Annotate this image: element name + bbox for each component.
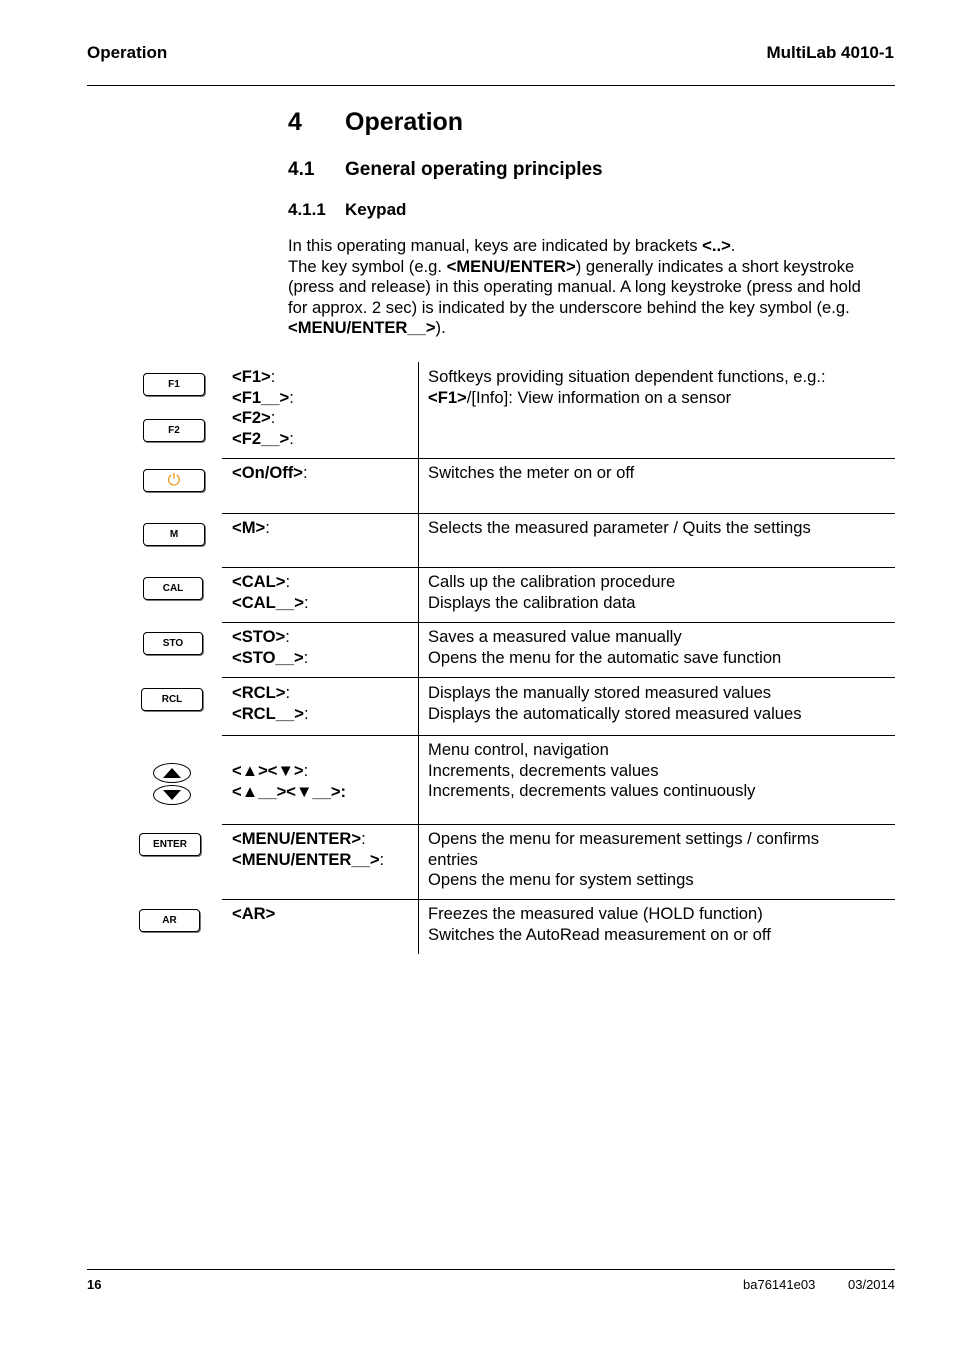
document-date: 03/2014 [848,1277,895,1292]
key-label: <MENU/ENTER>: [232,829,366,848]
subsection-number: 4.1.1 [288,200,326,219]
intro-line-2: The key symbol (e.g. <MENU/ENTER>) generally indicates a short keystroke [288,256,855,276]
key-label: <M>: [232,518,270,537]
intro-line-5: <MENU/ENTER__>). [288,318,446,338]
desc-line: Opens the menu for measurement settings / confirms [428,829,820,848]
document-id: ba76141e03 [743,1277,816,1292]
key-cell-rcl [232,683,309,724]
table-row-divider [222,899,895,900]
enter-key-icon: ENTER [139,833,201,856]
intro-line-4: for approx. 2 sec) is indicated by the underscore behind the key symbol (e.g. [288,297,850,317]
desc-cell-rcl [428,683,894,724]
desc-line: Increments, decrements values [428,760,659,780]
key-cell-sto [232,627,308,668]
up-arrow-icon [163,768,181,778]
footer-rule [87,1269,895,1270]
header-rule [87,85,895,86]
table-row-divider [222,735,895,736]
cal-key-icon: CAL [143,577,203,600]
desc-line: Displays the calibration data [428,592,636,612]
key-label: <STO__>: [232,647,309,667]
m-key-icon: M [143,523,205,546]
key-cell-arrows [232,761,346,802]
key-label: <F2__>: [232,428,294,448]
key-cell-ar [232,904,275,925]
chapter-title: Operation [345,108,464,136]
desc-line: Freezes the measured value (HOLD function) [428,904,763,923]
section-number: 4.1 [288,159,315,180]
desc-cell-softkeys [428,367,894,408]
desc-line: Calls up the calibration procedure [428,572,676,591]
key-cell-cal [232,572,309,613]
rcl-key-icon: RCL [141,688,203,711]
subsection-title: Keypad [345,200,407,219]
chapter-number: 4 [288,108,302,136]
desc-line: Opens the menu for system settings [428,870,694,890]
down-arrow-icon [163,790,181,800]
header-section-name: Operation [87,43,168,62]
key-label: <CAL>: [232,572,291,591]
desc-cell-sto [428,627,894,668]
desc-line: entries [428,849,478,869]
key-label: <On/Off>: [232,463,308,482]
section-title: General operating principles [345,159,603,180]
key-cell-m [232,518,270,539]
key-cell-onoff [232,463,308,484]
key-label: <MENU/ENTER__>: [232,849,385,869]
key-label: <F1>: [232,367,276,386]
intro-line-3: (press and release) in this operating manual. A long keystroke (press and hold [288,277,861,297]
f2-key-icon: F2 [143,419,205,442]
desc-line: <F1>/[Info]: View information on a sensor [428,387,732,407]
table-row-divider [222,458,895,459]
section-heading [288,159,603,181]
desc-cell-ar [428,904,894,945]
desc-line: Selects the measured parameter / Quits the settings [428,518,811,537]
key-label: <STO>: [232,627,290,646]
up-arrow-key-icon [153,763,191,783]
sto-key-icon: STO [143,632,203,655]
key-cell-menu-enter [232,829,384,870]
down-arrow-key-icon [153,785,191,805]
key-label: <RCL>: [232,683,291,702]
intro-line-1: In this operating manual, keys are indicated by brackets <..>. [288,236,736,255]
key-label: <▲><▼>: [232,761,309,780]
desc-line: Displays the manually stored measured values [428,683,772,702]
power-key-icon: ⏻ [143,469,205,492]
key-label: <RCL__>: [232,703,309,723]
key-label: <F1__>: [232,387,294,407]
desc-cell-arrows [428,740,894,802]
desc-line: Increments, decrements values continuously [428,781,756,801]
desc-line: Opens the menu for the automatic save function [428,647,782,667]
key-cell-softkeys [232,367,294,449]
desc-line: Switches the meter on or off [428,463,635,482]
desc-cell-m [428,518,894,539]
f1-key-icon: F1 [143,373,205,396]
table-row-divider [222,824,895,825]
key-label: <▲__><▼__>: [232,781,347,801]
subsection-heading [288,200,406,220]
table-row-divider [222,622,895,623]
header-product-name: MultiLab 4010-1 [766,43,894,62]
table-row-divider [222,567,895,568]
key-label: <F2>: [232,408,276,428]
key-label: <CAL__>: [232,592,309,612]
desc-line: Menu control, navigation [428,740,609,759]
table-row-divider [222,677,895,678]
intro-text [288,236,898,339]
table-column-divider [418,362,419,954]
desc-cell-cal [428,572,894,613]
chapter-heading [288,108,463,137]
ar-key-icon: AR [139,909,200,932]
desc-line: Displays the automatically stored measured values [428,703,802,723]
desc-line: Saves a measured value manually [428,627,682,646]
table-row-divider [222,513,895,514]
desc-line: Switches the AutoRead measurement on or off [428,924,771,944]
key-label: <AR> [232,904,276,923]
desc-line: Softkeys providing situation dependent functions, e.g.: [428,367,826,386]
desc-cell-menu-enter [428,829,894,891]
page-number: 16 [87,1277,102,1292]
desc-cell-onoff [428,463,894,484]
